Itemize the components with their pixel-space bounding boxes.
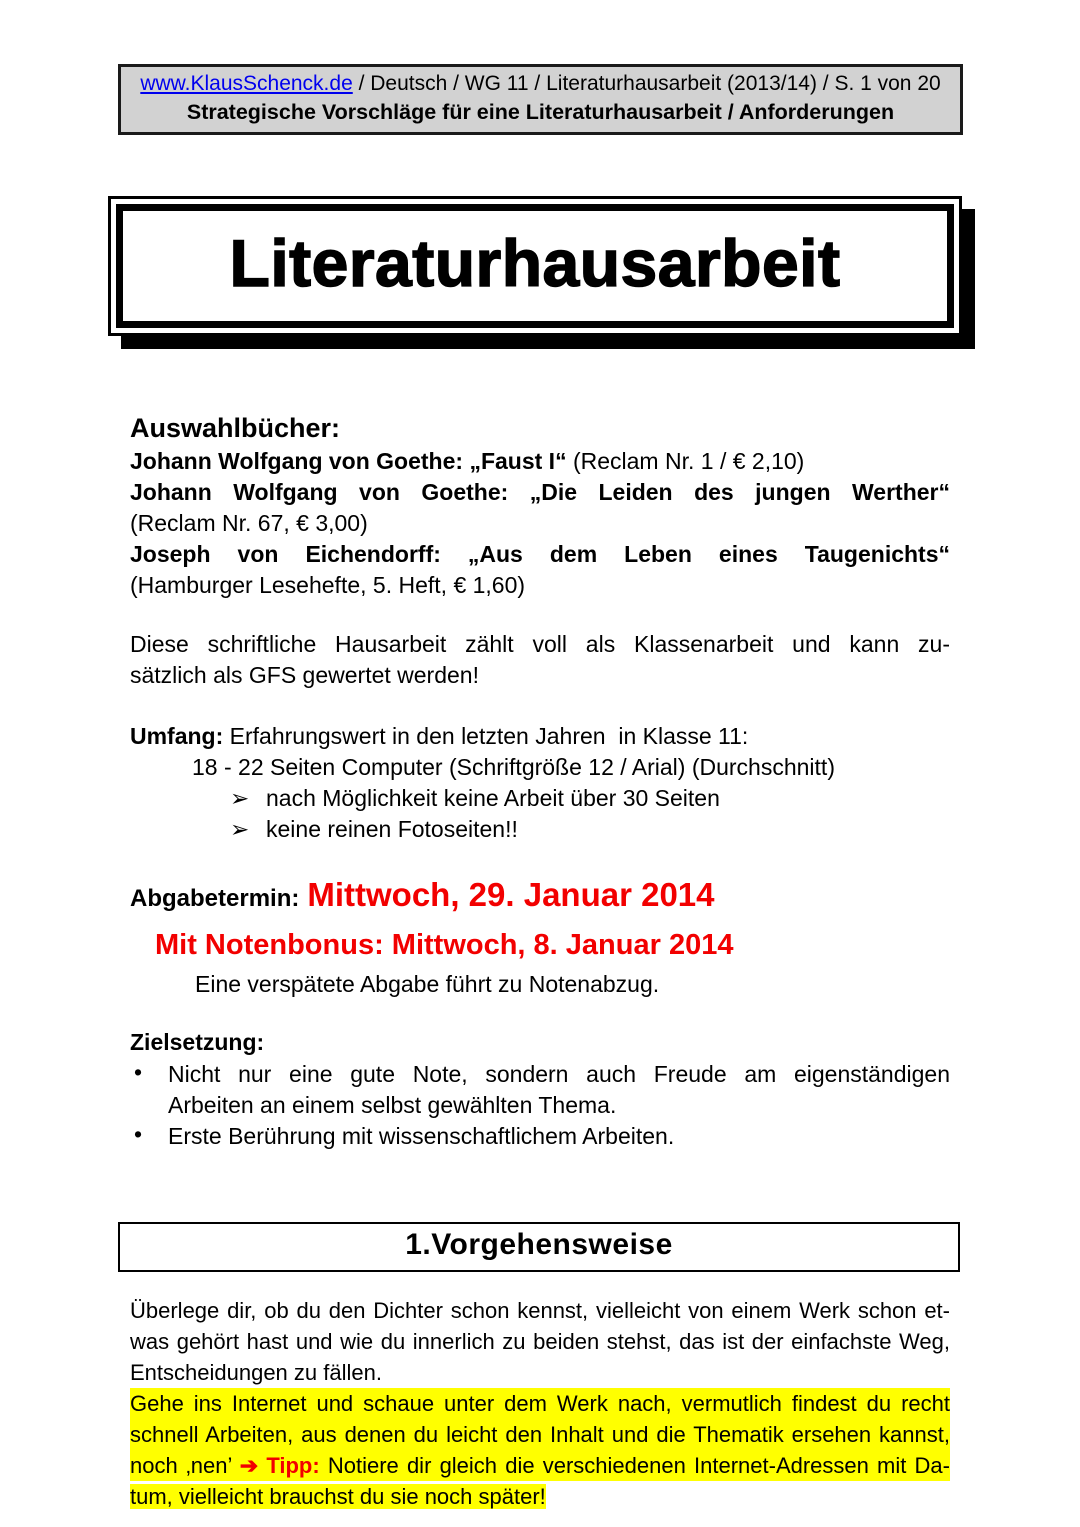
book-item [130,446,950,477]
grading-note [130,629,950,691]
goals-heading: Zielsetzung: [130,1029,265,1055]
procedure-highlight-text: Notiere dir gleich die verschiedenen Internet-Adressen mit Da- [319,1453,950,1478]
grading-note-line: Diese schriftliche Hausarbeit zählt voll als Klassenarbeit und kann zu- [130,631,950,657]
scope-bullet-text: keine reinen Fotoseiten!! [266,816,518,842]
books-section [130,410,950,601]
dot-bullet-icon: • [134,1059,143,1085]
procedure-highlight-text: noch ‚nen’ [130,1453,240,1478]
goal-line: Arbeiten an einem selbst gewählten Thema. [168,1092,617,1118]
page-header-box [118,64,963,135]
dot-bullet-icon: • [134,1121,143,1147]
goals-section [130,1026,950,1152]
procedure-line: Überlege dir, ob du den Dichter schon kennst, vielleicht von einem Werk schon et- [130,1298,950,1323]
deadline-date: Mittwoch, 29. Januar 2014 [307,876,715,913]
scope-bullet-text: nach Möglichkeit keine Arbeit über 30 Seiten [266,785,720,811]
procedure-highlight-line [130,1450,950,1481]
procedure-line: was gehört hast und wie du innerlich zu beiden stehst, das ist der einfachste Weg, [130,1329,950,1354]
deadline-section [130,872,950,1000]
scope-section [130,721,950,845]
scope-bullet [130,814,950,845]
header-url-link[interactable]: www.KlausSchenck.de [140,72,353,95]
header-breadcrumb [121,70,960,98]
scope-intro-text: Erfahrungswert in den letzten Jahren in Klasse 11: [223,723,749,749]
scope-bullet [130,783,950,814]
procedure-highlight-line: schnell Arbeiten, aus denen du leicht den Inhalt und die Thematik ersehen kannst, [130,1419,950,1450]
section-heading-box [118,1222,960,1272]
goal-item [130,1121,950,1152]
header-subtitle: Strategische Vorschläge für eine Literaturhausarbeit / Anforderungen [186,100,895,124]
goal-text [168,1121,950,1152]
procedure-line [130,1481,950,1512]
procedure-line: Entscheidungen zu fällen. [130,1360,382,1385]
book-author-title: Joseph von Eichendorff: „Aus dem Leben eines Taugenichts“ [130,541,950,567]
book-edition: (Hamburger Lesehefte, 5. Heft, € 1,60) [130,572,526,598]
arrow-bullet-icon: ➢ [230,816,250,842]
book-edition: (Reclam Nr. 67, € 3,00) [130,510,368,536]
scope-detail: 18 - 22 Seiten Computer (Schriftgröße 12 / Arial) (Durchschnitt) [192,754,835,780]
procedure-paragraph [130,1295,950,1512]
title-inner-border [116,204,954,328]
deadline-bonus: Mit Notenbonus: Mittwoch, 8. Januar 2014 [155,929,734,961]
deadline-penalty: Eine verspätete Abgabe führt zu Notenabzug. [195,971,660,997]
scope-intro [130,721,950,752]
deadline-label: Abgabetermin: [130,885,300,912]
page-title: Literaturhausarbeit [229,226,841,300]
book-author-title: Johann Wolfgang von Goethe: „Die Leiden des jungen Werther“ [130,479,950,505]
title-frame [108,196,962,336]
arrow-bullet-icon: ➢ [230,785,250,811]
goal-line: Erste Berührung mit wissenschaftlichem Arbeiten. [168,1123,675,1149]
goal-text [168,1059,950,1121]
book-author-title: Johann Wolfgang von Goethe: „Faust I“ [130,448,567,474]
deadline-line [130,872,950,922]
books-heading: Auswahlbücher: [130,413,341,443]
scope-label: Umfang: [130,723,224,749]
book-edition: (Reclam Nr. 1 / € 2,10) [566,448,805,474]
goal-item [130,1059,950,1121]
grading-note-line: sätzlich als GFS gewertet werden! [130,662,479,688]
procedure-highlight-text: tum, vielleicht brauchst du sie noch später! [130,1484,546,1509]
procedure-highlight-line: Gehe ins Internet und schaue unter dem Werk nach, vermutlich findest du recht [130,1388,950,1419]
tip-arrow-icon: ➔ [239,1453,259,1478]
tip-label: Tipp: [258,1453,320,1478]
header-breadcrumb-path: / Deutsch / WG 11 / Literaturhausarbeit (2013/14) / S. 1 von 20 [352,72,941,95]
section-heading: 1.Vorgehensweise [405,1228,673,1261]
goal-line: Nicht nur eine gute Note, sondern auch Freude am eigenständigen [168,1061,950,1087]
